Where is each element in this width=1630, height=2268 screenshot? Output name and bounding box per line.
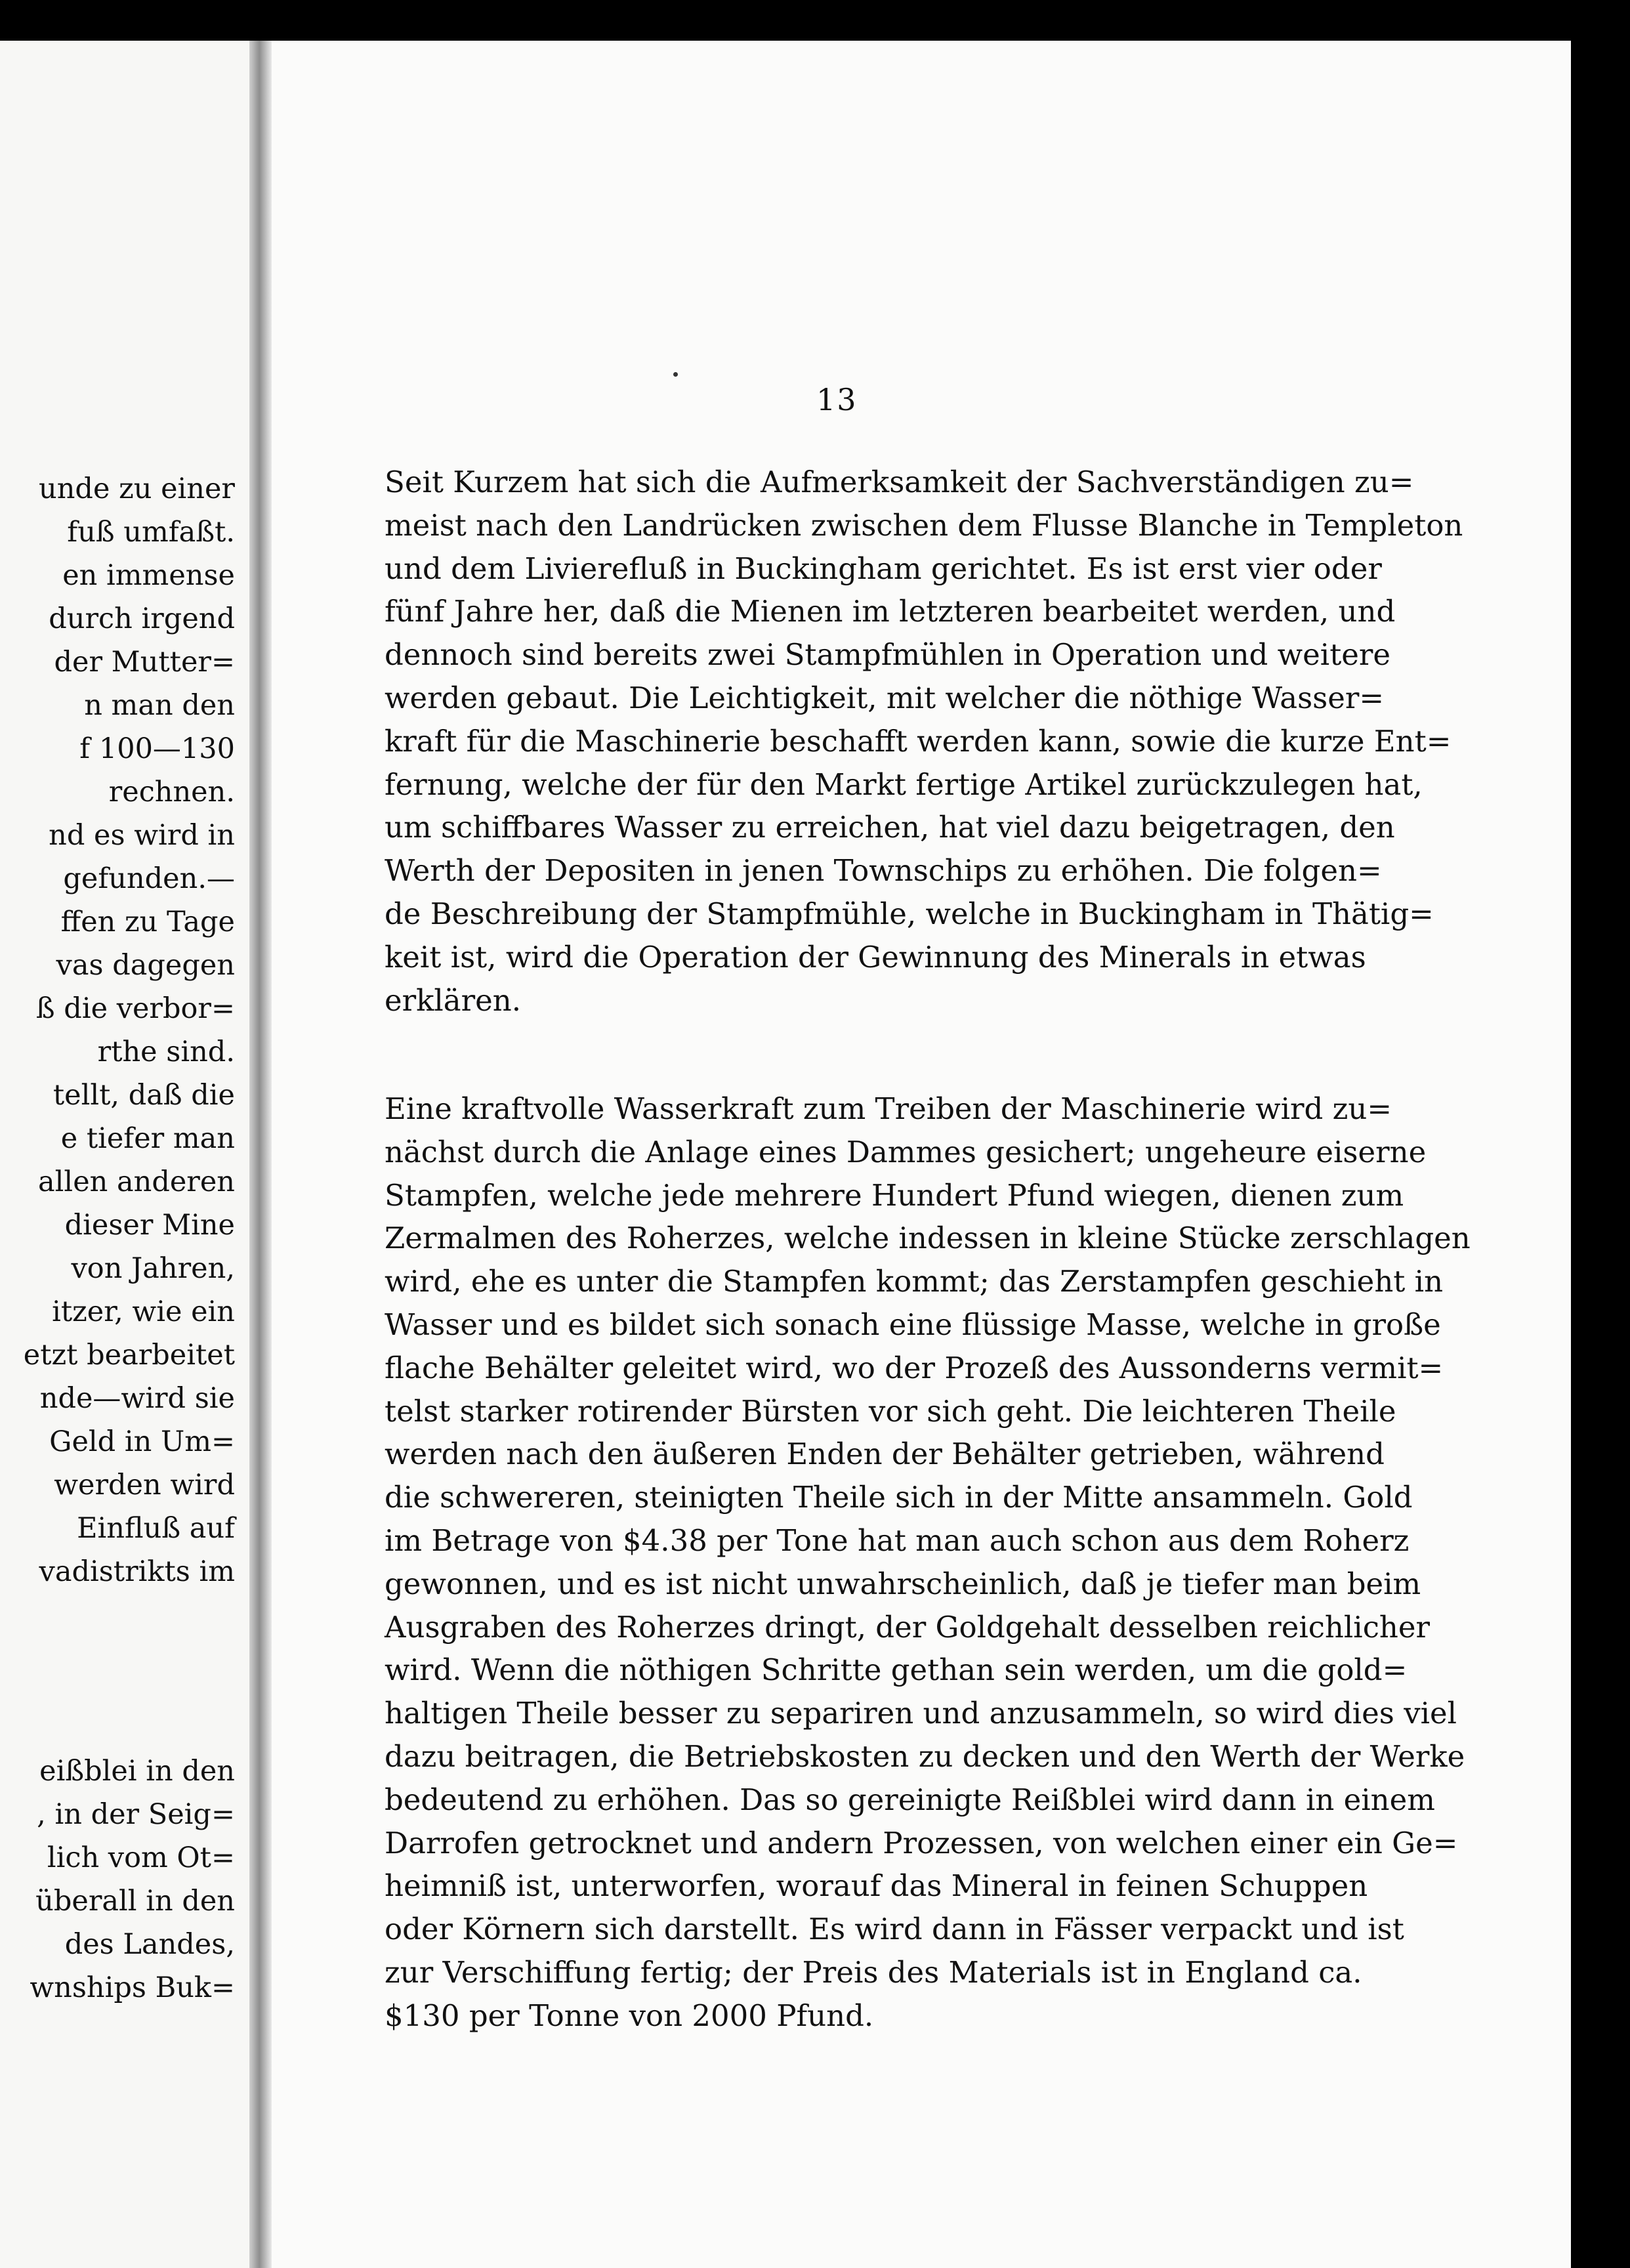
text-line: dazu beitragen, die Betriebskosten zu decken und den Werth der Werke (385, 1739, 1465, 1774)
text-line: keit ist, wird die Operation der Gewinnung des Minerals in etwas (385, 939, 1366, 975)
text-line: heimniß ist, unterworfen, worauf das Mineral in feinen Schuppen (385, 1868, 1368, 1904)
left-page-line: en immense (62, 559, 235, 592)
text-line: Werth der Depositen in jenen Townschips zu erhöhen. Die folgen= (385, 853, 1382, 889)
text-line: oder Körnern sich darstellt. Es wird dann in Fässer verpackt und ist (385, 1912, 1404, 1947)
left-page-line: unde zu einer (39, 472, 235, 505)
text-line: Eine kraftvolle Wasserkraft zum Treiben der Maschinerie wird zu= (385, 1091, 1392, 1126)
text-line: kraft für die Maschinerie beschafft werden kann, sowie die kurze Ent= (385, 723, 1452, 759)
left-page-line: nde—wird sie (39, 1382, 235, 1415)
left-page-line: , in der Seig= (37, 1798, 235, 1831)
left-page-line: ffen zu Tage (60, 906, 235, 938)
left-page-line: allen anderen (38, 1166, 235, 1198)
left-page-line: Einfluß auf (77, 1512, 235, 1545)
left-page-line: n man den (84, 689, 235, 722)
text-line: im Betrage von $4.38 per Tone hat man auch schon aus dem Roherz (385, 1523, 1410, 1558)
book-spine (249, 41, 272, 2268)
page-number: 13 (816, 382, 858, 417)
text-line: die schwereren, steinigten Theile sich in der Mitte ansammeln. Gold (385, 1480, 1413, 1515)
text-line: Ausgraben des Roherzes dringt, der Goldgehalt desselben reichlicher (385, 1609, 1431, 1645)
left-page-line: dieser Mine (64, 1209, 235, 1242)
left-page-line: gefunden.— (63, 862, 235, 895)
text-line: fünf Jahre her, daß die Mienen im letzteren bearbeitet werden, und (385, 594, 1396, 629)
left-page-line: werden wird (54, 1469, 235, 1502)
left-page-line: f 100—130 (79, 732, 235, 765)
text-line: gewonnen, und es ist nicht unwahrscheinlich, daß je tiefer man beim (385, 1566, 1421, 1601)
text-line: und dem Livierefluß in Buckingham gerichtet. Es ist erst vier oder (385, 551, 1382, 586)
text-line: haltigen Theile besser zu separiren und anzusammeln, so wird dies viel (385, 1696, 1457, 1731)
text-line: bedeutend zu erhöhen. Das so gereinigte Reißblei wird dann in einem (385, 1782, 1435, 1817)
text-line: meist nach den Landrücken zwischen dem Flusse Blanche in Templeton (385, 507, 1463, 543)
text-line: wird. Wenn die nöthigen Schritte gethan sein werden, um die gold= (385, 1652, 1408, 1688)
left-page-line: überall in den (35, 1885, 235, 1918)
text-line: de Beschreibung der Stampfmühle, welche in Buckingham in Thätig= (385, 896, 1434, 931)
left-page-line: tellt, daß die (52, 1079, 235, 1112)
left-page-line: rechnen. (108, 776, 235, 808)
left-page-line: e tiefer man (60, 1122, 235, 1155)
left-page-line: Geld in Um= (49, 1425, 235, 1458)
text-line: wird, ehe es unter die Stampfen kommt; das Zerstampfen geschieht in (385, 1264, 1444, 1299)
left-page-line: rthe sind. (97, 1036, 235, 1068)
page (272, 41, 1571, 2268)
text-line: zur Verschiffung fertig; der Preis des Materials ist in England ca. (385, 1955, 1362, 1990)
text-line: werden nach den äußeren Enden der Behälter getrieben, während (385, 1437, 1385, 1472)
text-line: Darrofen getrocknet und andern Prozessen, von welchen einer ein Ge= (385, 1825, 1458, 1860)
left-page-line: von Jahren, (71, 1252, 235, 1285)
left-page-line: des Landes, (64, 1928, 235, 1961)
left-page-line: lich vom Ot= (47, 1841, 235, 1874)
left-page-line: fuß umfaßt. (67, 516, 235, 549)
text-line: $130 per Tonne von 2000 Pfund. (385, 1998, 874, 2033)
text-line: fernung, welche der für den Markt fertige Artikel zurückzulegen hat, (385, 766, 1423, 802)
text-line: um schiffbares Wasser zu erreichen, hat viel dazu beigetragen, den (385, 810, 1395, 845)
text-line: Stampfen, welche jede mehrere Hundert Pfund wiegen, dienen zum (385, 1177, 1404, 1213)
text-line: Wasser und es bildet sich sonach eine flüssige Masse, welche in große (385, 1307, 1441, 1342)
left-page-line: ß die verbor= (35, 992, 235, 1025)
left-page-line: vas dagegen (56, 949, 235, 982)
text-line: telst starker rotirender Bürsten vor sich geht. Die leichteren Theile (385, 1393, 1396, 1429)
text-line: erklären. (385, 982, 522, 1018)
left-page-line: durch irgend (49, 602, 235, 635)
left-page-line: der Mutter= (54, 646, 235, 679)
text-line: werden gebaut. Die Leichtigkeit, mit welcher die nöthige Wasser= (385, 681, 1385, 715)
left-page-line: eißblei in den (39, 1755, 235, 1788)
left-page-line: wnships Buk= (30, 1971, 235, 2004)
left-page-line: etzt bearbeitet (23, 1339, 235, 1372)
text-line: nächst durch die Anlage eines Dammes gesichert; ungeheure eiserne (385, 1134, 1427, 1169)
previous-page-fragment (0, 41, 255, 2268)
text-line: Seit Kurzem hat sich die Aufmerksamkeit der Sachverständigen zu= (385, 465, 1414, 499)
left-page-line: vadistrikts im (39, 1555, 235, 1588)
left-page-line: itzer, wie ein (52, 1295, 235, 1328)
text-line: flache Behälter geleitet wird, wo der Prozeß des Aussonderns vermit= (385, 1350, 1444, 1385)
text-line: Zermalmen des Roherzes, welche indessen in kleine Stücke zerschlagen (385, 1221, 1471, 1256)
ink-speck (673, 372, 678, 377)
left-page-line: nd es wird in (49, 819, 235, 852)
text-line: dennoch sind bereits zwei Stampfmühlen in Operation und weitere (385, 637, 1391, 673)
